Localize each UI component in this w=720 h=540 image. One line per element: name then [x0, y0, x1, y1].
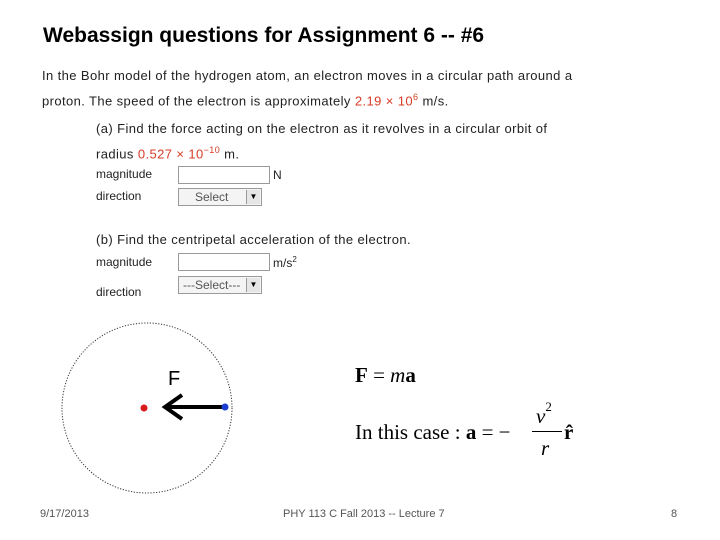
radius-exponent: −10: [203, 145, 221, 155]
radius-times: × 10: [172, 146, 204, 162]
part-b-select-value: ---Select---: [183, 278, 241, 292]
footer-lecture: PHY 113 C Fall 2013 -- Lecture 7: [283, 508, 445, 520]
part-a-select-value: Select: [195, 190, 229, 204]
equation-centripetal: [355, 420, 511, 445]
equation-newton-second-law: [355, 363, 416, 388]
part-a-line1: (a) Find the force acting on the electron as it revolves in a circular orbit of: [96, 121, 548, 136]
part-b-direction-select[interactable]: [178, 276, 262, 294]
speed-exponent: 6: [413, 92, 419, 102]
frac-r: r: [541, 436, 550, 460]
part-a-direction-select[interactable]: [178, 188, 262, 206]
question-intro-line1: In the Bohr model of the hydrogen atom, an electron moves in a circular path around a: [42, 68, 573, 83]
slide-title: Webassign questions for Assignment 6 -- #6: [43, 24, 485, 47]
orbit-diagram: [58, 322, 240, 494]
speed-unit: m/s.: [418, 93, 449, 109]
chevron-down-icon[interactable]: ▼: [246, 190, 260, 204]
eq1-a: a: [405, 363, 416, 387]
part-b-magnitude-label: magnitude: [96, 255, 153, 269]
part-b-unit-exponent: 2: [292, 255, 297, 264]
unit-vector-r-hat: r̂: [564, 420, 574, 444]
intro-line2-text: proton. The speed of the electron is approximately: [42, 93, 355, 109]
force-label: F: [168, 368, 181, 390]
part-a-radius-prefix: radius: [96, 146, 138, 162]
chevron-down-icon[interactable]: ▼: [246, 278, 260, 292]
fraction-bar: [532, 431, 562, 432]
proton-dot: [141, 405, 148, 412]
eq2-equals: = −: [476, 420, 511, 444]
part-a-line2: [96, 145, 239, 161]
part-a-unit: N: [273, 168, 282, 182]
frac-v: v: [536, 404, 546, 428]
eq1-F: F: [355, 363, 368, 387]
part-b-unit: [273, 255, 297, 270]
part-b-line: (b) Find the centripetal acceleration of the electron.: [96, 232, 411, 247]
frac-v-exponent: 2: [545, 399, 552, 414]
part-a-direction-label: direction: [96, 189, 142, 203]
part-b-direction-label: direction: [96, 285, 142, 299]
fraction-denominator: [541, 436, 549, 461]
part-b-unit-base: m/s: [273, 256, 293, 270]
eq2-a: a: [465, 420, 477, 444]
question-intro-line2: [42, 92, 449, 108]
footer-page-number: 8: [671, 508, 678, 520]
eq1-equals: =: [367, 363, 391, 387]
part-a-magnitude-input[interactable]: [178, 166, 270, 184]
part-b-magnitude-input[interactable]: [178, 253, 270, 271]
speed-times: × 10: [381, 93, 414, 109]
radius-unit: m.: [220, 146, 240, 162]
part-a-magnitude-label: magnitude: [96, 167, 153, 181]
footer-date: 9/17/2013: [40, 508, 89, 520]
eq2-prefix: In this case :: [355, 420, 466, 444]
fraction-numerator: [536, 399, 552, 429]
radius-value: 0.527: [137, 146, 173, 162]
speed-value: 2.19: [354, 93, 382, 109]
electron-dot: [222, 404, 229, 411]
eq1-m: m: [390, 363, 406, 387]
